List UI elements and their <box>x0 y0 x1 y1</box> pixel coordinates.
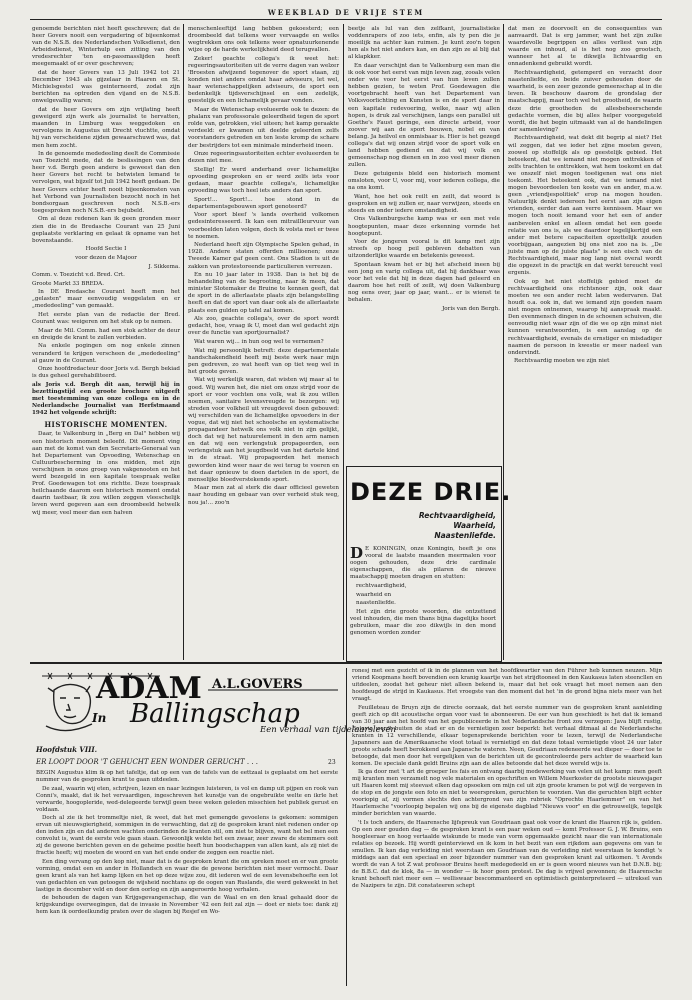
column-divider <box>343 24 344 660</box>
article-paragraph: Ik ga door met 't art de groeper Ies fais en ontvang daarbij medewerking van velen uit het kamp: men geeft mij kranten men verzamelt nog vele materialen en opschriften en Willem Muerkoster de grootste nieuwsjager uit Haaren komt mij steevast elken dag opsoeken om mijn cel uit zijn groote kramen te pot wijl de vergeven in de stop en de jongste een foto en niet te weerspreken, geruchten te voorzien. Van die geruchten blijft echter vooriopig af, zij vormen slechts den achtergrond van zijn rubriek "Oprechte Haarlemmer" en van het Haarlemsche "voorloopig bepalen wij ons bij de eigenste dagblad "Nieuws voor" en die getrouwelijk, tegelijk minder berichten van waarde. <box>352 769 662 817</box>
deze-drie-subtitle <box>372 511 496 541</box>
article-paragraph: dat de heer Govers van 13 Juli 1942 tot 21 December 1943 als gijzelaar in Haaren en St. Michielsgestel was geinterneerd, zodat zijn berichten na optreden den vijand en de N.S.B. onwelgevallig waren; <box>32 70 180 105</box>
column-divider <box>503 24 504 660</box>
article-paragraph: In de genoemde mededeeling deelt de Commissie van Toezicht mede, dat de beslissingen van den heer v.d. Bergh geen andere is geweest dan den heer Govers het recht te betwisten lemand te vervolgen, wat bijzelf tot Juli 1942 heeft gedaan. De heer Govers echter heeft nooit bijeenkomsten van het Verbond van Journalisten bezocht noch in het bondsorgaan geschreven noch N.S.B.-ers toegesproken noch N.S.B.-ers bejubeld. <box>32 151 180 214</box>
article-paragraph: Rechtvaardigheid, getemperd en verzacht door naastenliefde, en beide zuiver gehouden door de waarheid, is een zeer gezonde gemeenschap al in die leven. Ik beschouw daarom de grondslag der maatschappij, maar toch wel het grootheid, de waarin deze drie grootheden de allesbeheerschende gedachte vormen, die bij alles helper voorgegeteld wordt, die het begin uitmaakt van al de handelingen der samenleving? <box>508 70 662 133</box>
article-paragraph: Zeker! geachte collega's ik weet het: regeeringsautoriteiten uit de verre dagen van welzer 'Broesten afwijzend tegenover de sport staan, zij konden niet anders omdat haar adviseurs, let wel, haar wetenschappelijken adviseurs, de sport een bedenkelijk tijdsverschijnsel en een zedelijk, geestelijk en een lichamelijk gevaar vonden. <box>188 55 339 105</box>
article-paragraph: Maar de Wetenschap evolueerde ook te dezen: de phalanx van professorale geleerdheid tegen de sport rolde van, getrokken, viel uiteen; het kamp geraakte verdeeld: er kwamen uit deelde geleerden zelfs voorstanders getreden en ten leste kromp de schare der bestrijders tot een minimale minderheid ineen. <box>188 107 339 149</box>
article-paragraph: als Joris v.d. Bergh dit aan, terwijl hij in bezettingstijd een groote brochure uitgeeft met toestemming van onze collega en in de Nederlandsche Journalist van Herfstmaand 1942 het volgende schrijft: <box>32 381 180 417</box>
deze-drie-title: DEZE DRIE. <box>350 478 512 506</box>
subtitle-line: Naastenliefde. <box>434 531 496 540</box>
article-paragraph: E KONINGIN, onze Koningin, heeft je ons vooral de laatste maanden meermalen voor oogen gehouden, deze drie cardinale eigenschappen, die als pilaren de nieuwe maatschappij moeten dragen en stutten: <box>350 546 496 581</box>
article-paragraph: Rechtvaardig moeten we zijn niet <box>514 358 610 365</box>
masthead: WEEKBLAD DE VRIJE STEM <box>267 8 425 17</box>
article-paragraph: En daar verschijnt dan te Valkenburg een man die ik ook voor het eerst van mijn leven zag, zooals velen onder wie voor het eerst van hun leven zullen hebben gezien, te weten Prof. Goedewagen die voortgebracht heeft van het Departement van Volksvoorlichting en Kunsten is en de sport daar in een kapitale redevoering, welke, naar wij allen hopen, is druk zal verschijnen, langs een parallel uit Goethe's Faust geringe, een directe arbeid, voor zoover wij aan de sport bouwen, nobel en van belang. Ja heilvol en onmisbaar is. Hier is het gezegd collega's dat wij onzen strijd voor de sport volk en land hebben gediend en dat wij volk en gemeenschap nog dienen en in zoo veel meer dienen zullen. <box>348 62 500 169</box>
article-paragraph: Het zijn drie groote woorden, die ontzettend veel inhouden, die men thans bijna dagelijks hoort gebruiken, maar die zoo dikwijls in den mond genomen worden zonder <box>350 608 496 637</box>
article-paragraph: Feuilleteau de Bruyn zijn de directe oorzaak, dat het eerste nummer van de gesproken krant aanleiding geeft zich op dit acoustische organ voor vast te abonneeren. De eer van hun geschiedt is het dat ik iemand van 30 jaar aan het hoofd van het gepubliceerde in het Nederlandsche front zou verzegen: Java blijft rustig, Batavia wordt buiten de stad er en de vernietigen zeer beperkt: het verhaal ditmaal al de Nederlandsche kranten in 12 verschillende, elkaar tegensprekende berichten voor te lezen, terwijl de Nederlandsche Japanners aan de Amerikaansche vloot totaal is vernietigd en dat deze totaal vernietigde vloot 24 uur later groote schade heeft berokkend aan Japansche wateren. Neen, Goudriaan redeneerde wat dieper — door toe te betoogde, dat men door het vergelijken van de berichten uit de gecontroleerde pers achter de waarheid kan komen. De speciale dank geldt Bruins zijn aan de alles betoonde dat het deze wereld wijs is. <box>352 704 662 767</box>
masthead-rule <box>30 19 662 20</box>
chapter-title: ER LOOPT DOOR 'T GEHUCHT EEN WONDER GERUCHT . . . <box>36 758 258 766</box>
serial-author: A.L.GOVERS <box>212 677 303 692</box>
article-paragraph: Voor sport bleef 's lands overheid volkomen gedesinteresseerd. Ik kan een mitraillleurvuur van voorbeelden laten volgen, doch ik volsta met er twee te noemen. <box>188 212 339 240</box>
article-paragraph: Als zoo, geachte collega's, over de sport wordt gedacht, hoe, vraag ik U, moet dan wel gedacht zijn over de functie van sportjournalist? <box>188 316 339 337</box>
article-paragraph: Wat mij persoonlijk betreft: deze departementale handschakendheid heeft mij beste werk naar mijn pen gedreven, zo wat heeft van op tiet weg wel in het groote geven. <box>188 347 339 375</box>
section-heading: HISTORISCHE MOMENTEN. <box>44 420 168 430</box>
subtitle-line: Waarheid, <box>453 521 496 530</box>
article-paragraph: Sport!... Sport!... hoe stond in de departementsgebouwen sport genoteerd? <box>188 196 339 210</box>
article-paragraph: Doch al zie ik het trommeltje niet, ik weet, dat het met gemengde gevoelens is gekomen: sommigen ervan uit nieuwsgierigheid, sommigen in de verwachting, dat zij de gesproken krant niet redenen onder op den inden zijn en dat anderen wachten onderinden de kranten stil, om niet te blijven, want het bel men een convolut is, want de eerste vele gaan staan. Gewoonlijk wekte het een zwaar, zeer zware de stemmers ooit zij de gewone berichten geven en de geheime positie heeft hun boodschappen van allen kant, als zij niet de fractie heeft; wij moeten de woord en van het ende onder de zeggen een reactie niet. <box>36 815 338 856</box>
chapter-number: Hoofdstuk VIII. <box>36 745 98 754</box>
column-4 <box>508 26 662 660</box>
article-paragraph: beetje als lul van den zelfkant, journalistieke voddenrapers of zoo iets, enfin, als ty pen die je moeilijk na achter kan ruimen. Je kunt zoo'n tegen hen als het niet anders kan, en dan zijn ze al blij dat al klapkker. <box>348 26 500 61</box>
serial-tagline: Een verhaal van tijdelaarsleven <box>260 725 396 735</box>
subtitle-line: Rechtvaardigheid, <box>418 511 496 520</box>
serial-header <box>40 668 396 738</box>
poem-line: rechtvaardigheid, <box>356 582 407 589</box>
article-paragraph: Onze hoofdredacteur door Joris v.d. Bergh bekiad is dus geheel gerehabiliteerd. <box>32 366 180 380</box>
serial-title-adam: ADAM <box>96 671 202 706</box>
column-1 <box>32 26 180 660</box>
article-paragraph: Ons Valkenburgsche kamp was er een met vele hoogtepunten, maar deze erkenning vormde het hoogtepunt. <box>348 216 500 237</box>
article-paragraph: Rechtvaardigheid, wat dekt dit begrip al niet? Het wil zeggen, dat we ieder het zijne moeten geven, zoowel op stoffelijk als op geestelijk gebied. Het beteekent, dat we iemand niet mogen onttrekken of zelfs trachten te onttrekken, wat hem toekomt en dat we onszelf niet mogen toeëigenen wat ons niet toekomt. Het beteekent ook, dat we iemand niet mogen bevoordeelen ten koste van en ander, m.a.w. geen „vriendjespolitiek" erop na mogen houden. Natuurlijk denkt iedereen het eerst aan zijn eigen vrienden, eerder dan aan verre kennissen. Maar we mogen toch nooit iemand voor het een of ander aanbevelen enkel en alleen omdat het een goede relatie van ons is, als we daardoor tegelijkertijd een ander met betere capaciteiten opzettelijk zouden voorbijgaan, aangezien bij ons niet zoo na is. „De juiste man op de juiste plaats" is een eisch van de Rechtvaardigheid, maar nog lang niet overal wordt die opgezet in de practijk en dat werkt tereucht veel ergenis. <box>508 135 662 277</box>
article-paragraph: Daar, te Valkenburg in „Berg en Dal" hebben wij een historisch moment beleefd. Dit moment ving aan met de komst van den Secretaris-Generaal van het Departement van Opvoeding, Wetenschap en Cultuurbescherming in ons midden, met zijn verschijnen in onze groep van vakgenooten en het werd bezegeld in een kapitale toespraak welke Prof. Goedewagen tot ons richtte. Deze toespraak heilchaande daarom een historisch moment omdat daarin tastbaar, ik zou willen zeggen vleeschelijk leven werd gegeven aan een droombeeld hetwelk wij meer, veel meer dan een halven <box>32 431 180 516</box>
article-paragraph: BEGIN Augustus klim ik op het tafeltje, dat op een van de tafels van de eettzaal is geplaatst om het eerste nummer van de gesproken krant te gaan uitdeelen. <box>36 770 338 783</box>
drop-cap: D <box>350 544 364 562</box>
article-paragraph: Want, hoe het ook reilt en zeilt, dat woord is gesproken en wij zullen er, naar verwijzen, steeds en steeds en onder iedere omstandigheid. <box>348 193 500 214</box>
article-paragraph: de behouden de dagen van Krijgsgevangenschap, die van de Waal en en den kraal gehaald door de krijgskundige overwegingen, dat de invasie in November '42 een feit zal zijn — doet er niets toe: dank zij hem kan ik oordeelkundig praten over de slagen bij Resjef en Wo- <box>36 895 338 915</box>
article-paragraph: Stellig! Er werd anderhand over lichamelijke opvoeding gesproken en er werd zelfs iets voor gedaan, maar geachte collega's, lichamelijke opvoeding was toch heel iets anders dan sport. <box>188 166 339 195</box>
article-paragraph: genoemde berichten niet heeft geschreven; dat de heer Govers nooit een vergadering of bijeenkomst van de N.S.B. des Nederlandschen Volksdienst, den Arbeidsdienst, Winterhulp een zitting van den vredesrechter 'ten en-passmasslijden heeft meegemaakt of er over geschreven; <box>32 26 180 68</box>
article-paragraph: Maar de Mil. Comm. had een stok achter de deur en dreigde de krant te zullen verbieden. <box>32 327 180 341</box>
column-divider <box>346 668 347 986</box>
article-paragraph: Nederland heeft zijn Olympische Spelen gehad, in 1928. Andere staten offerden millioenen; onze Tweede Kamer gaf geen cent. Ons Stadion is uit de zakken van protestoreende particulieren verrezen. <box>188 242 339 270</box>
poem-line: naastenliefde. <box>356 600 396 607</box>
article-paragraph: Ook op het niet stoffelijk gebied moet de rechtvaardigheid ons richtsnoer zijn, ook daar moeten we een ander recht laten wedervaren. Dat houdt o.a. ook in, dat we iemand zijn goeden naam niet mogen ontnemen, waarop hij aanspraak maakt. Den evenmensch dingen in de schoenen schuiven, die eenvoudig niet waar zijn of die we op zijn minst niet kunnen verantwoorden, is een aanslag op de rechtvaardigheid, evenals de ernstiger en misdadiger naamen de persoon in kwestie er meer nadeel van ondervindt. <box>508 278 662 356</box>
article-paragraph: Voor de jongeren vooral is dit kamp met zijn streefs op hoog peil gebleven debatten van uitzonderlijke waarde en betekenis geweest. <box>348 239 500 260</box>
signature-line: Hoofd Sectie I <box>85 246 127 253</box>
article-paragraph: In DE Bredasche Courant heeft men het „gelasten" maar eenvoudig weggelaten en er „mededeeling" van gemaakt. <box>32 289 180 310</box>
article-paragraph: Onze regeeringsautoriteiten echter evolueerden te dezen niet mee. <box>188 151 339 165</box>
article-paragraph: Het eerste plan van de redactie der Bred. Courant was: weigeren om het stuk op te nemen. <box>32 312 180 326</box>
prisoner-face-icon <box>46 684 92 730</box>
deze-drie-body <box>350 546 496 658</box>
signature-line: Groote Markt 33 BREDA. <box>32 280 104 287</box>
article-paragraph: En nu 10 jaar later in 1938. Dan is het bij de behandeling van de begrooting, naar ik meen, dat minister Slotemaker de Bruine te kennen geeft, dat de sport in de allerlaatste plaats zijn belangstelling heeft en dat de sport van daar ook als de allerlaatste plaats een gulden op tafel zal komen. <box>188 272 339 314</box>
article-paragraph: dat de heer Govers om zijn vrijlating heeft geweigerd zijn werk als journalist te hervatten, maanden in Limburg was weggedoken en vervolgens in Augustus uit Drecht vluchtte, omdat hij van verscheidene zijden gewaarschuwd was, dat men hem zocht. <box>32 107 180 149</box>
article-paragraph: Spontaan kwam het er bij het afscheid ineen bij een jong en varig collega uit, dat hij dankbaar was voor het vele dat hij in deze dagen had geleerd en daarom hoe het reilt of zeilt, wij doen Valkenburg nog eens over, jaar op jaar, want... er is wienst te behalen. <box>348 262 500 304</box>
article-paragraph: Deze getuigenis bleld een historisch moment omsloten, voor U, voor mij, voor iederen collega, die na ons komt. <box>348 170 500 192</box>
article-paragraph: Wat wij werkelijk waren, dat wisten wij maar al te goed. Wij waren het, die niet om onze strijd voor de sport er voor vochten ons volk, wat ik zou willen noemen, sanitaire levensvreugde te bezorgen: wij streden voor volkheil uit vreugdevol doen gebouwd: wij verschilden van de lichamelijke opvoeders in der vogue, dat wij niet het schoolsche en systematische propagandeer hetwelk ons volk niet in zijn gelijkt, doch dat wij het natuurelement in den arm namen en dat wij een verlengstuk propageerden, een verlengstuk aan het jeugdbeeld van het dartele kind in de straat. Wij propageerden het mensch geworden kind weer naar de wei terug te voeren en het daar opnieuw te doen dartelen in de sport, de menselijke bloedverstekende sport. <box>188 377 339 483</box>
article-paragraph: Maar men zat al sterk die daar officieel geweten naar houding en gebaar van over verheid stuk weg, nou ja!... zoo'n <box>188 485 339 506</box>
article-paragraph: 't Is toch anders, de Haarensche lijfspreuk van Goudriaan gaat ook voor de krant die Haaren rijk is, gelden. Op een zeer gouden dag — de gesproken krant is een paar weken oud — komt Professor G. J. W. Bruins, een hoogleeraar en hoog vertaalde wiskunde te mede van vorm opgemaakte gezicht naar die van internationale relaties op bezoek. Hij wordt geinterviewd en ik kom in het bezit van een rijkdom aan gegevens om van te smullen. Ik kan dag verleiding niet weerstaan om Goudriaan van de verleiding niet weerstaan te kondigt 's middags aan dat een speciaal en zeer bijzonder nummer van den gesproken krant zal uitkomen. 't Avonds wordt de van A tot Z wat professor Bruins heeft medegedeeld en er is geen woord nieuws van het D.N.B. bij; de B.B.C. dat de klok, 8a — in wonder — ik hoor geen protest. De dag is vrijwel gewonnen; de Haarensche krant behoeft niet meer een — welliswaar bescommanteerd en optimistisch geinterpreteerd — uitreksel van de Nazipers te zijn. Dit constateeren schept <box>352 819 662 889</box>
article-signature: Joris van den Bergh. <box>442 306 500 313</box>
article-paragraph: Na enkele pogingen om nog enkele zinnen veranderd te krijgen verscheen de „mededeeling" al gauw in de Courant. <box>32 343 180 364</box>
serial-title-ballingschap: Ballingschap <box>130 699 300 729</box>
article-paragraph: ronesj met een gezicht of ik in de plannen van het hoofdkwartier van den Führer heb kunnen neuzen. Mijn vriend Koopmans heeft bovendien een kranig kaartje van het strijdtooneel in den Kaukasus laten steencllen en uitdeelen, zoodat het geheur niet alleen bekend is, maar dat het ook vraagt het moet nemen aan den hoofdeugd de strijd in Kaukasus. Het vroegste van den moment dat het 'in de grond bijna niets meer van het vraagt. <box>352 668 662 702</box>
serial-header-art <box>40 668 396 740</box>
signature-line: voor dezen de Majoor <box>75 254 137 261</box>
article-paragraph: dat men ze doorvoelt en de consequenties van aanvaardt. Dat is erg jammer, want het zijn zulke waardevolle begrippen en alles verliest van zijn waarde en inhoud, al is het nog zoo grootsch, wanneer het al te dikwijls lichtvaardig en onnadenkend gebruikt wordt. <box>508 26 662 68</box>
article-paragraph: Wat waren wij... in hun oog wel te vernemen? <box>194 338 324 345</box>
article-paragraph: menschenleeftijd lang hebben gekoesterd; een droombeeld dat telkens weer vervaagde en welks wegtrekken ons ook telkens weer opnatuurkenende wijze op de harde werkelijkheid deed terugvallen. <box>188 26 339 54</box>
serial-column-right <box>352 668 662 986</box>
installment-number: 23 <box>328 759 336 766</box>
serial-column-left <box>36 770 338 986</box>
column-3 <box>348 26 500 460</box>
article-paragraph: Een ding vervang op den kop niet, maar dat is de gesproken krant die om spreken moet en er van groote vorming, omdat een en ander in Hollandsch en waar die de gewone berichten niet meer vermocht. Daar geen krant als van het kamp lijken en het op deze wijze zou, dit iederen wel de een levensbehoefte een lot van gedachten en van getoogen de wijsheid nochtans op de oogen van Ruslands, die werd gekweekt in het lastige in december veld en door den oorlog en zijn aangeroerde hoog verhalen. <box>36 858 338 893</box>
article-paragraph: Om al deze redenen kan ik geen gronden meer zien die in de Bredasche Courant van 25 Juni geplaatste verklaring en gelaat ik opname van het bovenstaande. <box>32 216 180 244</box>
column-2 <box>188 26 339 660</box>
serial-title-in: In <box>92 711 107 725</box>
signature-name: J. Sikkema. <box>148 263 180 270</box>
article-paragraph: De zaal, waarin wij eten, schrijven, lezen en naar lezingen luisteren, is vol en damp uit pijpen en rook van Conni's, maakt, dat ik het vervaardigen, ingeschreven het kunstje van de ongebruikte welte en ikrle het verwarde, hoogopleride, wed-delegeerde terwijl geen twee weken geleden misschien het publiek gerust en voldaan. <box>36 785 338 813</box>
signature-line: Comm. v. Toezicht v.d. Bred. Crt. <box>32 272 125 279</box>
section-rule <box>30 662 662 664</box>
poem-line: waarheid en <box>356 591 392 598</box>
column-divider <box>183 24 184 660</box>
